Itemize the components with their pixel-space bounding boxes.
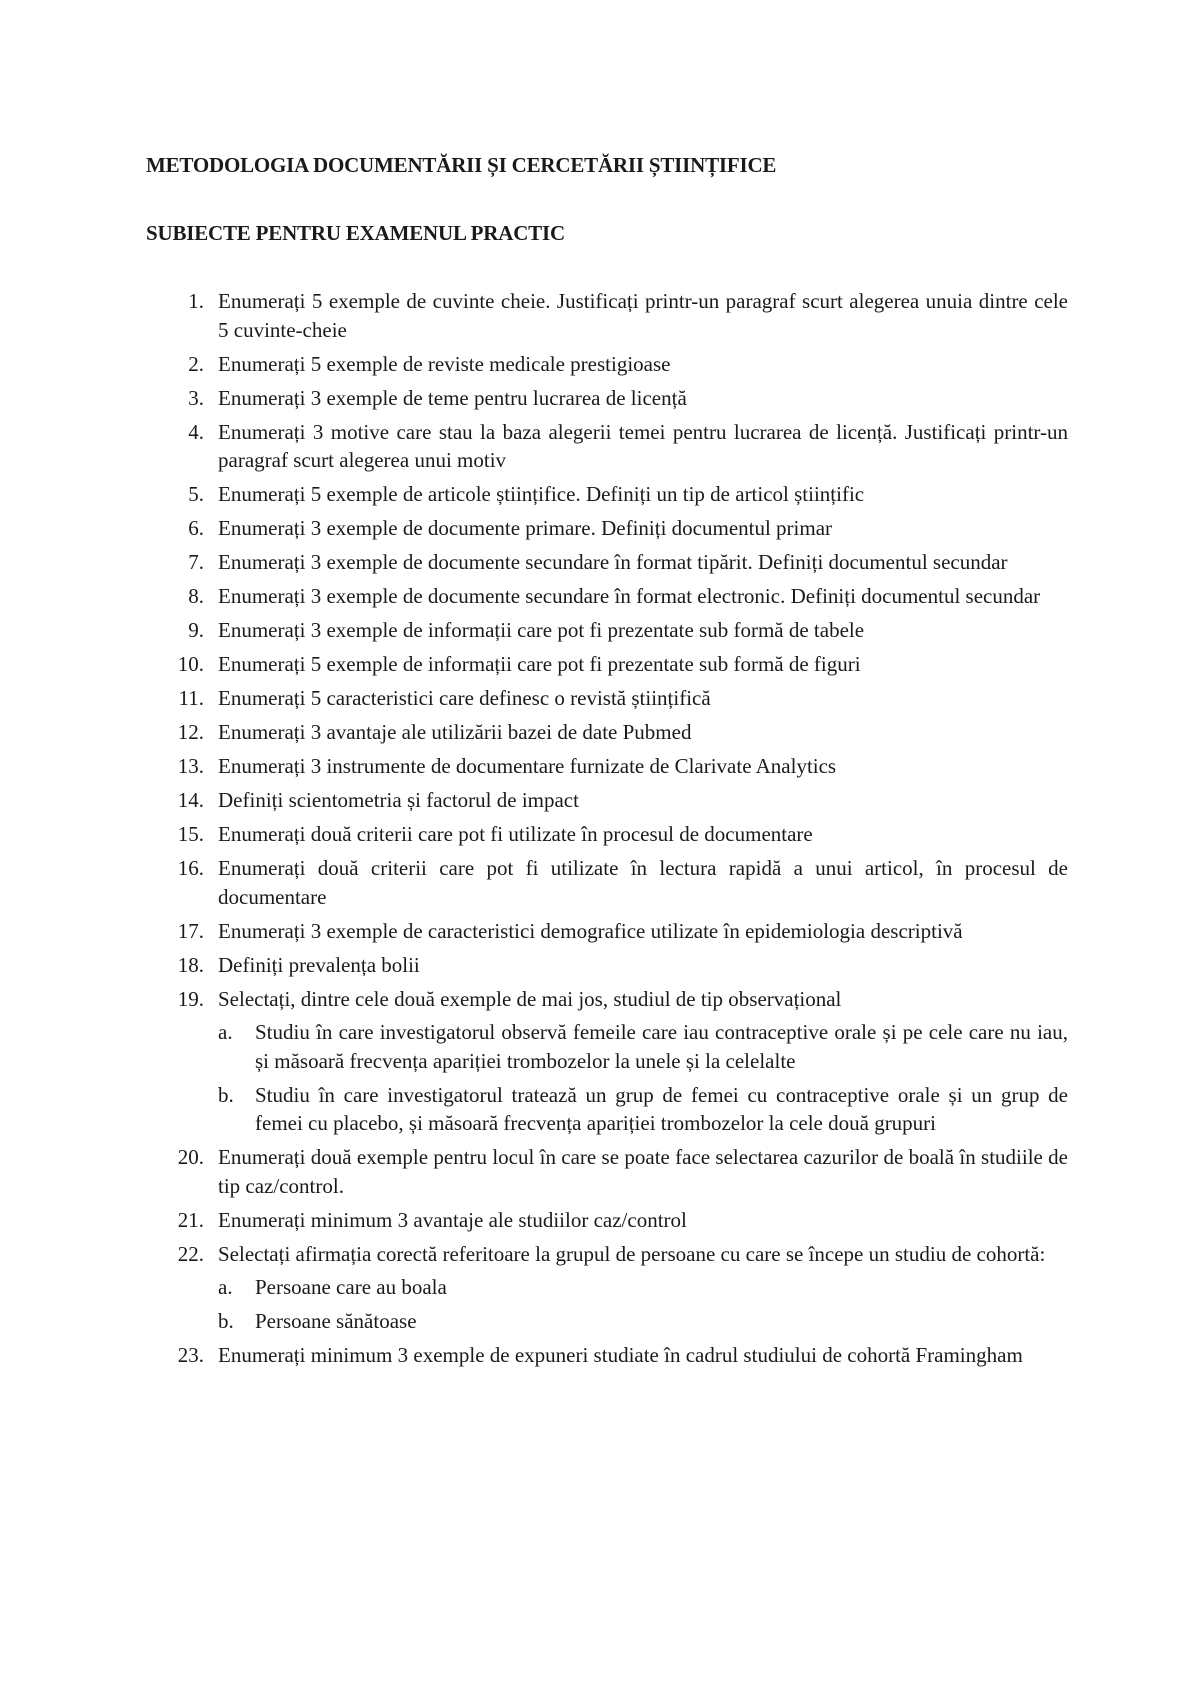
question-item [146,1240,1068,1336]
question-text: Enumerați două criterii care pot fi utilizate în procesul de documentare [218,822,813,846]
question-number: 15. [177,822,204,846]
question-text: Enumerați 5 exemple de cuvinte cheie. Justificați printr-un paragraf scurt alegerea unuia dintre cele 5 cuvinte-cheie [218,289,1068,342]
question-list [146,287,1068,1375]
question-text: Enumerați minimum 3 exemple de expuneri studiate în cadrul studiului de cohortă Framingham [218,1343,1023,1367]
question-number: 2. [188,351,204,376]
question-text: Enumerați 5 exemple de articole științifice. Definiți un tip de articol științific [218,482,865,506]
option-text: Studiu în care investigatorul observă femeile care iau contraceptive orale și pe cele care nu iau, și măsoară frecvența apariției trombozelor la unele și la celelalte [255,1020,1068,1073]
question-text: Definiți scientometria și factorul de impact [218,788,579,812]
question-text: Enumerați 3 instrumente de documentare furnizate de Clarivate Analytics [218,754,837,778]
question-number: 14. [177,788,204,812]
question-text: Selectați, dintre cele două exemple de mai jos, studiul de tip observațional [218,986,842,1011]
question-text: Selectați afirmația corectă referitoare la grupul de persoane cu care se începe un studiu de cohortă: [218,1241,1046,1266]
question-text: Enumerați 3 exemple de documente secundare în format electronic. Definiți documentul secundar [218,584,1041,608]
question-number: 7. [188,550,204,574]
question-number: 20. [177,1145,204,1169]
question-number: 18. [177,952,204,977]
option-item [218,1273,1068,1302]
question-number: 22. [177,1241,204,1266]
question-item [146,650,1068,679]
question-number: 11. [178,686,204,710]
question-item [146,384,1068,413]
question-item [146,582,1068,611]
document-subtitle: SUBIECTE PENTRU EXAMENUL PRACTIC [146,221,565,245]
question-number: 16. [177,856,204,880]
option-label: b. [218,1309,234,1333]
question-item [146,917,1068,946]
question-item [146,684,1068,713]
question-text: Enumerați 3 exemple de documente secundare în format tipărit. Definiți documentul secundar [218,550,1008,574]
option-text: Persoane sănătoase [255,1309,417,1333]
question-text: Enumerați 3 exemple de caracteristici demografice utilizate în epidemiologia descriptivă [218,918,963,943]
question-item [146,418,1068,475]
question-text: Enumerați 3 motive care stau la baza alegerii temei pentru lucrarea de licență. Justificați printr-un paragraf scurt alegerea unui motiv [218,419,1068,472]
document-title: METODOLOGIA DOCUMENTĂRII ȘI CERCETĂRII ȘTIINȚIFICE [146,153,777,177]
question-number: 19. [177,986,204,1011]
question-item [146,548,1068,577]
option-list [218,1273,1068,1336]
question-text: Enumerați două exemple pentru locul în care se poate face selectarea cazurilor de boală în studiile de tip caz/control. [218,1145,1068,1198]
question-number: 23. [177,1343,204,1367]
option-list [218,1018,1068,1138]
question-item [146,287,1068,344]
question-number: 8. [188,584,204,608]
question-number: 21. [177,1207,204,1232]
question-item [146,350,1068,379]
question-item [146,786,1068,815]
question-text: Enumerați 3 exemple de documente primare. Definiți documentul primar [218,516,833,540]
question-item [146,514,1068,543]
question-item [146,1341,1068,1370]
option-text: Studiu în care investigatorul tratează un grup de femei cu contraceptive orale și un grup de femei cu placebo, și măsoară frecvența apariției trombozelor la cele două grupuri [255,1082,1068,1135]
question-item [146,1143,1068,1200]
option-label: a. [218,1275,233,1299]
question-text: Enumerați două criterii care pot fi utilizate în lectura rapidă a unui articol, în procesul de documentare [218,856,1068,909]
question-item [146,616,1068,645]
option-item [218,1307,1068,1336]
question-number: 12. [177,720,204,744]
option-label: a. [218,1020,233,1044]
question-text: Enumerați 5 caracteristici care definesc o revistă științifică [218,686,711,710]
question-text: Enumerați minimum 3 avantaje ale studiilor caz/control [218,1207,687,1232]
question-number: 10. [177,652,204,676]
option-text: Persoane care au boala [255,1275,447,1299]
question-item [146,1206,1068,1235]
question-number: 4. [188,419,204,444]
question-number: 6. [188,516,204,540]
question-text: Enumerați 3 avantaje ale utilizării bazei de date Pubmed [218,720,692,744]
question-text: Definiți prevalența bolii [218,952,420,977]
question-item [146,854,1068,911]
option-label: b. [218,1082,234,1107]
question-text: Enumerați 5 exemple de reviste medicale prestigioase [218,351,671,376]
question-text: Enumerați 5 exemple de informații care pot fi prezentate sub formă de figuri [218,652,861,676]
question-number: 13. [177,754,204,778]
question-item [146,985,1068,1138]
question-number: 17. [177,918,204,943]
question-text: Enumerați 3 exemple de teme pentru lucrarea de licență [218,385,687,410]
question-number: 3. [188,385,204,410]
question-item [146,480,1068,509]
question-number: 5. [188,482,204,506]
question-number: 9. [188,618,204,642]
question-item [146,951,1068,980]
question-item [146,718,1068,747]
question-number: 1. [188,289,204,313]
question-text: Enumerați 3 exemple de informații care pot fi prezentate sub formă de tabele [218,618,865,642]
question-item [146,820,1068,849]
option-item [218,1018,1068,1075]
option-item [218,1081,1068,1138]
question-item [146,752,1068,781]
